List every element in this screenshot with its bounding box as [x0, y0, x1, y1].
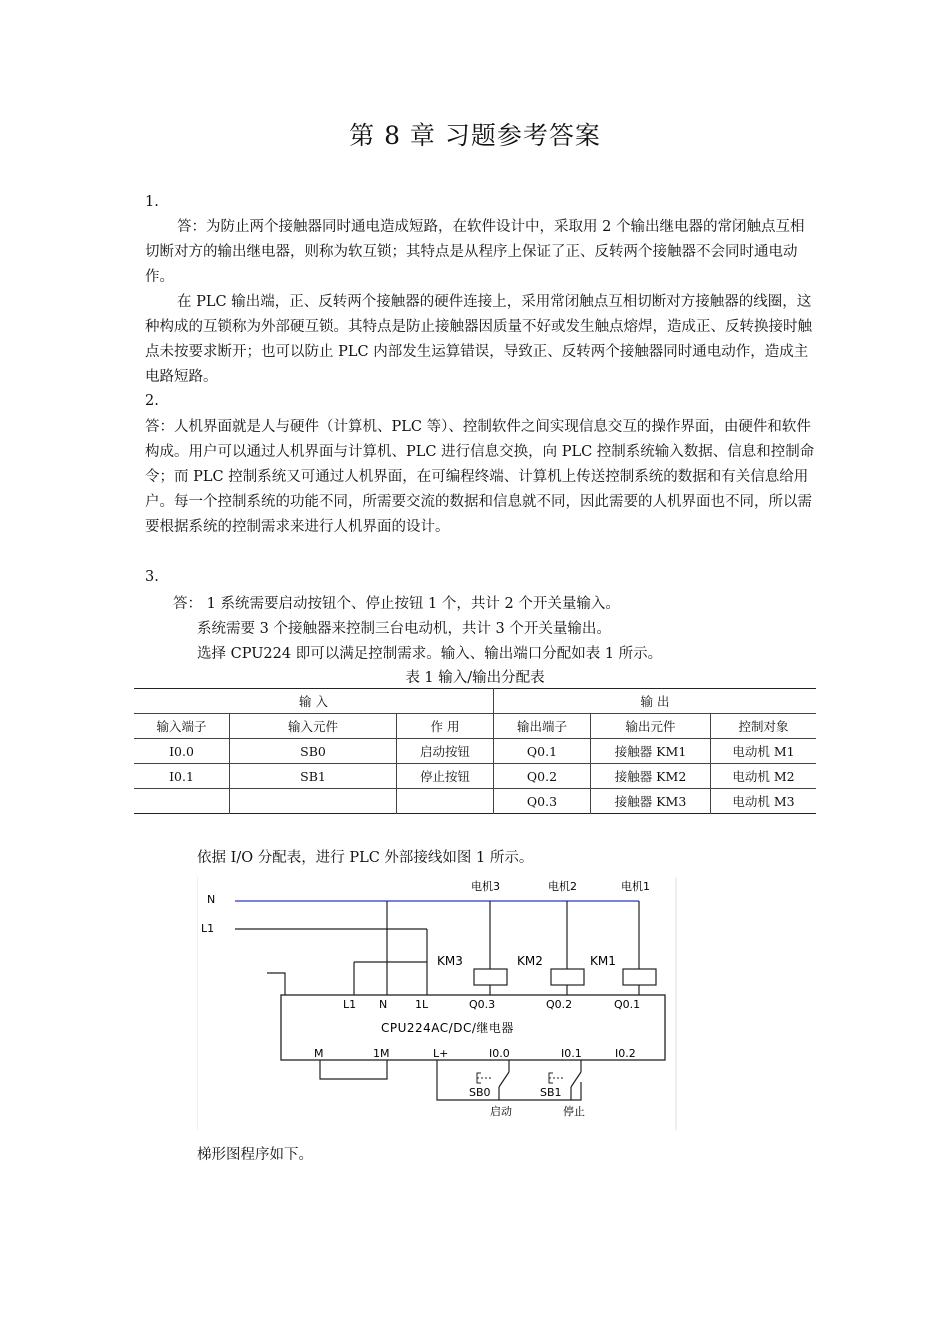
table-cell: Q0.2 [494, 764, 591, 789]
table-cell: Q0.1 [494, 739, 591, 764]
m-1m-bridge [320, 1060, 387, 1079]
table-cell [134, 789, 230, 814]
question-3-line-1: 答： 1 系统需要启动按钮个、停止按钮 1 个，共计 2 个开关量输入。 [173, 596, 620, 612]
table-cell: SB1 [230, 764, 397, 789]
sb0-label: SB0 [469, 1086, 491, 1099]
motor3-label: 电机3 [471, 880, 500, 893]
table-row [134, 739, 816, 764]
column-header: 输出端子 [494, 714, 591, 739]
column-header: 控制对象 [711, 714, 817, 739]
table-cell: I0.0 [134, 739, 230, 764]
plc-wiring-diagram [197, 877, 677, 1130]
term-q03: Q0.3 [469, 998, 496, 1011]
question-1-paragraph-1: 答：为防止两个接触器同时通电造成短路，在软件设计中，采取用 2 个输出继电器的常闭触点互相切断对方的输出继电器，则称为软互锁；其特点是从程序上保证了正、反转两个接触器不会同时通电动作。 [145, 219, 805, 285]
sb1-label: SB1 [540, 1086, 562, 1099]
table-cell: Q0.3 [494, 789, 591, 814]
page-title: 第 8 章 习题参考答案 [349, 121, 601, 150]
table-row [134, 789, 816, 814]
term-n: N [379, 998, 388, 1011]
stop-label: 停止 [563, 1105, 585, 1118]
table-cell: 启动按钮 [397, 739, 494, 764]
table-row [134, 764, 816, 789]
term-i01: I0.1 [561, 1047, 582, 1060]
term-i00: I0.0 [489, 1047, 510, 1060]
term-q02: Q0.2 [546, 998, 573, 1011]
motor1-label: 电机1 [621, 880, 650, 893]
table-cell: SB0 [230, 739, 397, 764]
term-lplus: L+ [433, 1047, 449, 1060]
sb0-contact [499, 1072, 509, 1087]
io-allocation-table [134, 688, 816, 814]
wiring-intro: 依据 I/O 分配表，进行 PLC 外部接线如图 1 所示。 [197, 850, 534, 866]
plc-model-label: CPU224AC/DC/继电器 [381, 1021, 514, 1035]
question-3-line-3: 选择 CPU224 即可以满足控制需求。输入、输出端口分配如表 1 所示。 [197, 646, 663, 662]
table-caption: 表 1 输入/输出分配表 [405, 670, 545, 686]
table-cell [230, 789, 397, 814]
table-cell: 接触器 KM3 [591, 789, 711, 814]
question-2-number: 2. [145, 393, 159, 409]
question-3-number: 3. [145, 569, 159, 585]
term-l1: L1 [343, 998, 357, 1011]
sb1-contact [571, 1072, 581, 1087]
question-1-number: 1. [145, 194, 159, 210]
table-cell: I0.1 [134, 764, 230, 789]
term-q01: Q0.1 [614, 998, 641, 1011]
question-2-paragraph: 答：人机界面就是人与硬件（计算机、PLC 等）、控制软件之间实现信息交互的操作界面，由硬件和软件构成。用户可以通过人机界面与计算机、PLC 进行信息交换，向 PLC 控制系统输入数据、信息和控制命令；而 PLC 控制系统又可通过人机界面，在可编程终端、计算机上传送控制系统的数据和有关信息给用户。每一个控制系统的功能不同，所需要交流的数据和信息就不同，因此需要的人机界面也不同，所以需要根据系统的控制需求来进行人机界面的设计。 [145, 419, 815, 535]
label-l1: L1 [201, 922, 215, 935]
table-group-row [134, 689, 816, 714]
term-1l: 1L [415, 998, 429, 1011]
group-input-header: 输 入 [134, 689, 494, 714]
ground-wire [267, 973, 285, 995]
table-cell: 电动机 M1 [711, 739, 817, 764]
column-header: 作 用 [397, 714, 494, 739]
km3-label: KM3 [437, 954, 463, 968]
question-1-paragraph-2: 在 PLC 输出端，正、反转两个接触器的硬件连接上，采用常闭触点互相切断对方接触器的线圈，这种构成的互锁称为外部硬互锁。其特点是防止接触器因质量不好或发生触点熔焊，造成正、反转换接时触点未按要求断开；也可以防止 PLC 内部发生运算错误，导致正、反转两个接触器同时通电动作，造成主电路短路。 [145, 294, 812, 385]
km2-label: KM2 [517, 954, 543, 968]
table-cell [397, 789, 494, 814]
table-cell: 接触器 KM2 [591, 764, 711, 789]
term-m: M [314, 1047, 324, 1060]
km1-coil [623, 969, 656, 985]
table-cell: 电动机 M2 [711, 764, 817, 789]
motor2-label: 电机2 [548, 880, 577, 893]
term-1m: 1M [373, 1047, 390, 1060]
column-header: 输入端子 [134, 714, 230, 739]
start-label: 启动 [490, 1105, 512, 1118]
ladder-program-intro: 梯形图程序如下。 [197, 1147, 313, 1163]
group-output-header: 输 出 [494, 689, 817, 714]
km3-coil [474, 969, 507, 985]
km2-coil [551, 969, 584, 985]
table-cell: 停止按钮 [397, 764, 494, 789]
column-header: 输入元件 [230, 714, 397, 739]
term-i02: I0.2 [615, 1047, 636, 1060]
table-cell: 接触器 KM1 [591, 739, 711, 764]
column-header: 输出元件 [591, 714, 711, 739]
table-header-row [134, 714, 816, 739]
km1-label: KM1 [590, 954, 616, 968]
label-n: N [207, 893, 216, 906]
question-3-line-2: 系统需要 3 个接触器来控制三台电动机，共计 3 个开关量输出。 [197, 621, 611, 637]
table-cell: 电动机 M3 [711, 789, 817, 814]
